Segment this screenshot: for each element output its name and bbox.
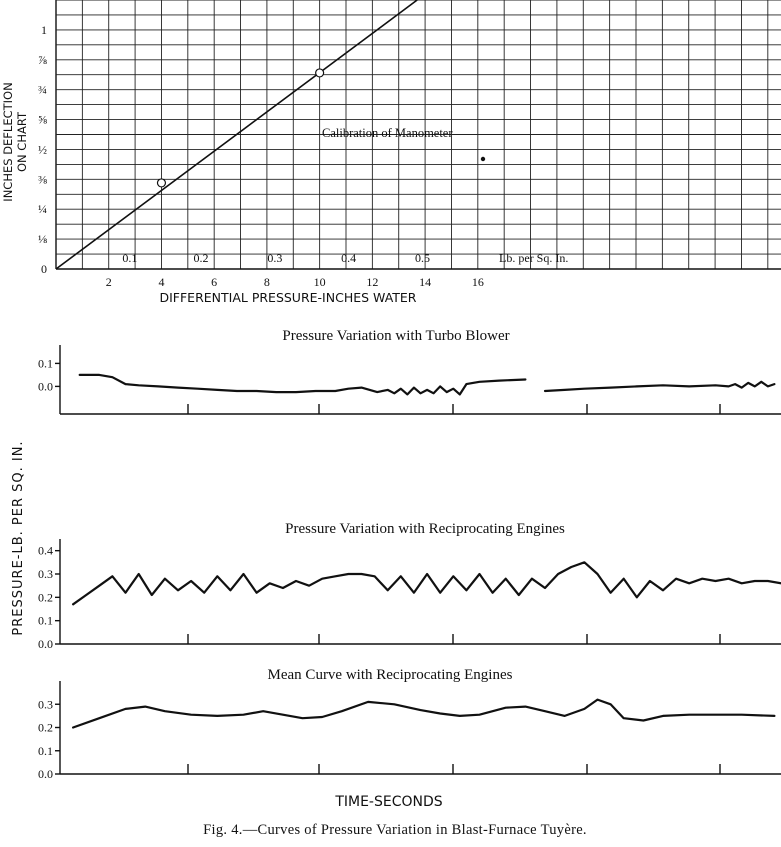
calibration-y-tick-label: ½ (38, 142, 47, 157)
calibration-secondary-tick-label: 0.4 (341, 251, 357, 265)
calibration-secondary-tick-label: 0.2 (193, 251, 209, 265)
turbo-curve (545, 382, 774, 391)
recip-y-tick-label: 0.4 (38, 543, 53, 558)
pressure-ylabel: PRESSURE-LB. PER SQ. IN. (11, 440, 26, 636)
mean-y-tick-label: 0.3 (38, 697, 53, 712)
calibration-x-tick-label: 2 (105, 275, 112, 289)
calibration-x-tick-label: 16 (471, 275, 484, 289)
calibration-y-tick-label: ⅝ (38, 112, 47, 127)
calibration-y-tick-labels (38, 23, 47, 276)
calibration-point (157, 179, 165, 187)
mean-curve (73, 700, 774, 728)
calibration-title: Calibration of Manometer (322, 126, 453, 140)
recip-y-tick-label: 0.0 (38, 637, 53, 651)
calibration-x-tick-labels (106, 275, 484, 289)
ink-dot (481, 157, 485, 161)
calibration-secondary-tick-label: 0.5 (414, 251, 430, 265)
reciprocating-chart (38, 521, 781, 651)
calibration-y-tick-label: ⅛ (38, 232, 47, 247)
mean-y-tick-label: 0.2 (38, 720, 53, 735)
calibration-y-tick-label: ¾ (38, 82, 47, 97)
calibration-secondary-tick-label: 0.3 (267, 251, 283, 265)
calibration-x-tick-label: 12 (366, 275, 379, 289)
calibration-y-tick-label: 1 (41, 22, 47, 37)
turbo-blower-chart (38, 328, 781, 414)
mean-title: Mean Curve with Reciprocating Engines (267, 667, 513, 683)
recip-curve (73, 562, 781, 604)
mean-y-tick-label: 0.1 (38, 743, 53, 758)
calibration-secondary-tick-label: 0.1 (122, 251, 138, 265)
calibration-chart (1, 0, 781, 305)
turbo-y-tick-label: 0.0 (38, 379, 53, 394)
calibration-y-tick-label: 0 (41, 262, 47, 276)
calibration-ylabel-line-1: INCHES DEFLECTION (1, 82, 15, 202)
mean-y-tick-label: 0.0 (38, 767, 53, 781)
time-xlabel: TIME-SECONDS (335, 794, 443, 810)
mean-curve-chart (38, 667, 781, 781)
calibration-x-tick-label: 10 (313, 275, 326, 289)
calibration-secondary-unit: Lb. per Sq. In. (499, 251, 569, 265)
calibration-ylabel-line-2: ON CHART (15, 111, 29, 173)
figure-caption: Fig. 4.—Curves of Pressure Variation in Blast-Furnace Tuyère. (203, 822, 587, 838)
calibration-y-tick-label: ¼ (38, 202, 47, 217)
calibration-y-tick-label: ⅜ (38, 172, 47, 187)
calibration-x-tick-label: 6 (211, 275, 218, 289)
calibration-lb-per-sq-in-labels (122, 251, 430, 265)
calibration-point (316, 69, 324, 77)
calibration-x-tick-label: 8 (263, 275, 270, 289)
calibration-x-tick-label: 14 (419, 275, 432, 289)
calibration-x-tick-label: 4 (158, 275, 165, 289)
turbo-y-tick-label: 0.1 (38, 356, 53, 371)
turbo-curve (80, 375, 526, 395)
reciprocating-title: Pressure Variation with Reciprocating Engines (285, 521, 565, 537)
recip-y-tick-label: 0.2 (38, 590, 53, 605)
turbo-title: Pressure Variation with Turbo Blower (282, 328, 510, 344)
calibration-xlabel: DIFFERENTIAL PRESSURE-INCHES WATER (159, 290, 417, 305)
calibration-y-tick-label: ⅞ (38, 52, 47, 67)
recip-y-tick-label: 0.1 (38, 613, 53, 628)
recip-y-tick-label: 0.3 (38, 567, 53, 581)
